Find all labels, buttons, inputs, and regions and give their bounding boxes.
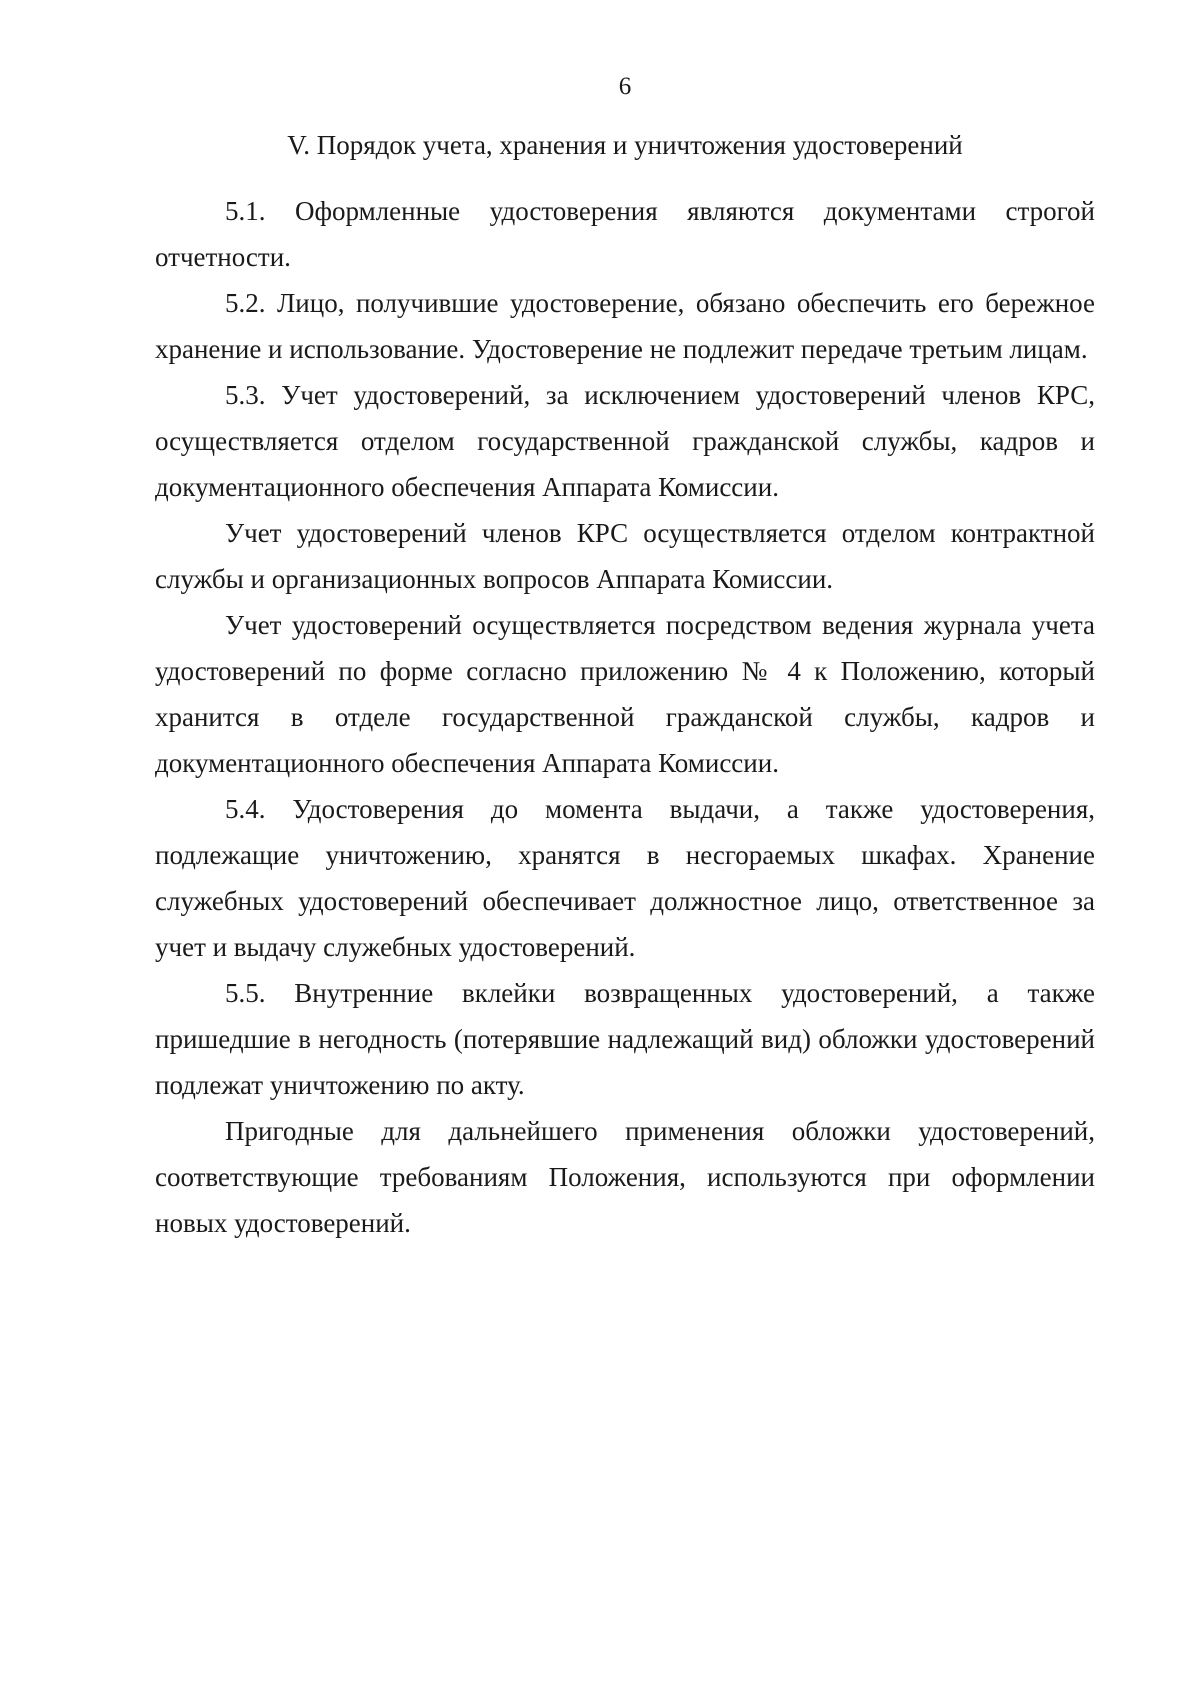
paragraph-krs-members-accounting: Учет удостоверений членов КРС осуществляется отделом контрактной службы и организационных вопросов Аппарата Комиссии. <box>155 518 1095 594</box>
document-body <box>155 188 1095 1246</box>
paragraph-5-3: 5.3. Учет удостоверений, за исключением удостоверений членов КРС, осуществляется отделом государственной гражданской службы, кадров и документационного обеспечения Аппарата Комиссии. <box>155 380 1095 502</box>
paragraph-5-1: 5.1. Оформленные удостоверения являются документами строгой отчетности. <box>155 196 1095 272</box>
page-number: 6 <box>618 73 632 100</box>
paragraph-5-2: 5.2. Лицо, получившие удостоверение, обязано обеспечить его бережное хранение и использование. Удостоверение не подлежит передаче третьим лицам. <box>155 288 1095 364</box>
paragraph-reusable-covers: Пригодные для дальнейшего применения обложки удостоверений, соответствующие требованиям Положения, используются при оформлении новых удостоверений. <box>155 1116 1095 1238</box>
paragraph-5-4: 5.4. Удостоверения до момента выдачи, а также удостоверения, подлежащие уничтожению, хранятся в несгораемых шкафах. Хранение служебных удостоверений обеспечивает должностное лицо, ответственное за учет и выдачу служебных удостоверений. <box>155 794 1095 962</box>
paragraph-journal-accounting: Учет удостоверений осуществляется посредством ведения журнала учета удостоверений по форме согласно приложению № 4 к Положению, который хранится в отделе государственной гражданской службы, кадров и документационного обеспечения Аппарата Комиссии. <box>155 610 1095 778</box>
paragraph-5-5: 5.5. Внутренние вклейки возвращенных удостоверений, а также пришедшие в негодность (потерявшие надлежащий вид) обложки удостоверений подлежат уничтожению по акту. <box>155 978 1095 1100</box>
section-title: V. Порядок учета, хранения и уничтожения удостоверений <box>287 130 963 160</box>
